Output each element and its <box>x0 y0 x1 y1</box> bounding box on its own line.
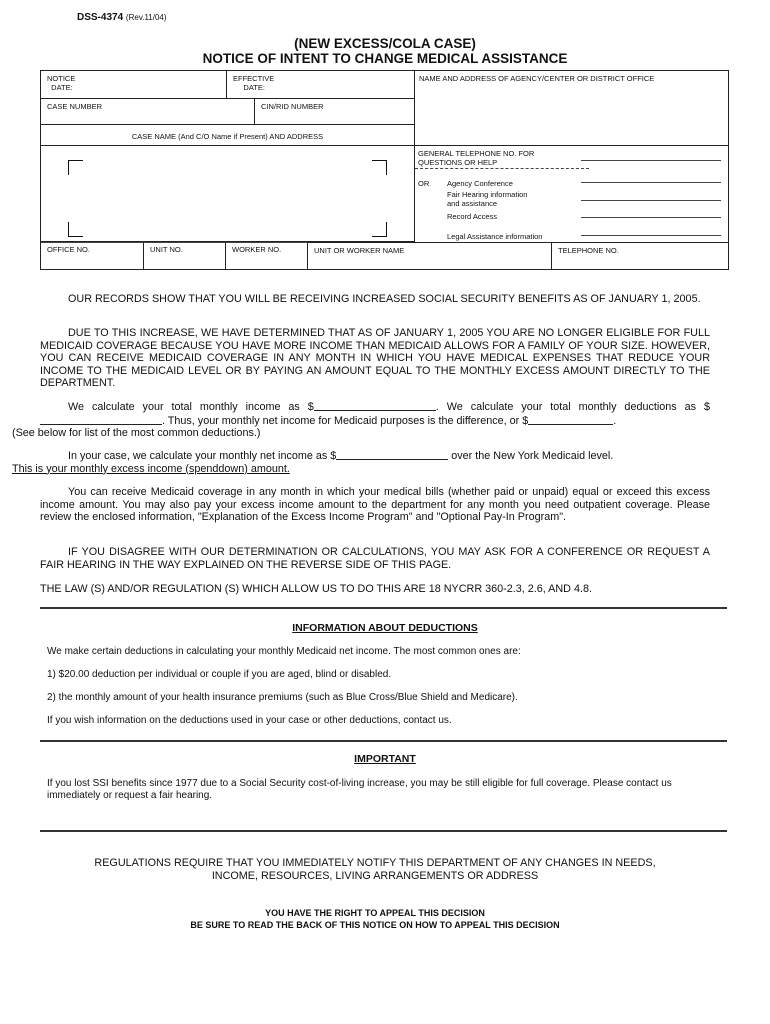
cin-rid-field[interactable]: CIN/RID NUMBER <box>255 99 415 125</box>
case-address-field[interactable] <box>41 146 415 242</box>
calc-text-5: (See below for list of the most common deductions.) <box>12 427 261 439</box>
record-access-label: Record Access <box>447 212 498 221</box>
case-number-field[interactable]: CASE NUMBER <box>41 99 255 125</box>
calc-text-3: . Thus, your monthly net income for Medicaid purposes is the difference, or $ <box>162 414 529 427</box>
divider-3 <box>40 830 727 832</box>
notice-date-field[interactable]: NOTICE DATE: <box>41 71 227 99</box>
divider-2 <box>40 740 727 742</box>
excess-text-2: over the New York Medicaid level. <box>448 450 614 462</box>
paragraph-disagree: IF YOU DISAGREE WITH OUR DETERMINATION OR CALCULATIONS, YOU MAY ASK FOR A CONFERENCE OR REQUEST A FAIR HEARING IN THE WAY EXPLAINED ON THE REVERSE SIDE OF THIS PAGE. <box>40 546 710 571</box>
paragraph-calculation <box>12 400 710 440</box>
monthly-income-blank[interactable] <box>314 400 436 411</box>
excess-text-3: This is your monthly excess income (spenddown) amount. <box>12 462 290 475</box>
effective-date-field[interactable]: EFFECTIVE DATE: <box>227 71 415 99</box>
appeal-line-2: BE SURE TO READ THE BACK OF THIS NOTICE ON HOW TO APPEAL THIS DECISION <box>190 920 560 930</box>
address-corner-top-left <box>68 160 83 175</box>
divider-1 <box>40 607 727 609</box>
net-income-blank[interactable] <box>528 414 613 425</box>
paragraph-ss-increase: OUR RECORDS SHOW THAT YOU WILL BE RECEIVING INCREASED SOCIAL SECURITY BENEFITS AS OF JANUARY 1, 2005. <box>68 293 701 305</box>
deductions-heading: INFORMATION ABOUT DEDUCTIONS <box>292 622 478 634</box>
title-line-2: NOTICE OF INTENT TO CHANGE MEDICAL ASSISTANCE <box>202 51 568 66</box>
unit-no-field[interactable]: UNIT NO. <box>144 242 226 269</box>
bottom-row-divider <box>41 241 308 243</box>
form-revision: (Rev.11/04) <box>125 13 167 22</box>
excess-amount-blank[interactable] <box>336 449 448 460</box>
regulations-line-1: REGULATIONS REQUIRE THAT YOU IMMEDIATELY NOTIFY THIS DEPARTMENT OF ANY CHANGES IN NEEDS, <box>94 857 656 869</box>
legal-assistance-blank[interactable] <box>581 234 721 236</box>
regulations-notice <box>0 857 750 883</box>
important-text: If you lost SSI benefits since 1977 due to a Social Security cost-of-living increase, you may be still eligible for full coverage. Please contact us immediately or request a fair hearing. <box>47 778 672 801</box>
paragraph-determination: DUE TO THIS INCREASE, WE HAVE DETERMINED THAT AS OF JANUARY 1, 2005 YOU ARE NO LONGER ELIGIBLE FOR FULL MEDICAID COVERAGE BECAUSE YOU HAVE MORE INCOME THAN MEDICAID ALLOWS FOR A FAMILY OF YOUR SIZE. HOWEVER, YOU CAN RECEIVE MEDICAID COVERAGE IN ANY MONTH IN WHICH YOU HAVE MEDICAL EXPENSES THAT REDUCE YOUR INCOME TO THE MEDICAID LEVEL OR BY PAYING AN AMOUNT EQUAL TO THE MONTHLY EXCESS AMOUNT DIRECTLY TO THE DEPARTMENT. <box>40 327 710 389</box>
appeal-notice <box>0 907 750 931</box>
regulations-line-2: INCOME, RESOURCES, LIVING ARRANGEMENTS OR ADDRESS <box>211 870 539 882</box>
office-no-field[interactable]: OFFICE NO. <box>41 242 144 269</box>
calc-text-4: . <box>613 414 617 427</box>
unit-worker-name-field[interactable]: UNIT OR WORKER NAME <box>308 242 552 269</box>
case-name-label: CASE NAME (And C/O Name if Present) AND ADDRESS <box>41 125 415 146</box>
paragraph-law: THE LAW (S) AND/OR REGULATION (S) WHICH ALLOW US TO DO THIS ARE 18 NYCRR 360-2.3, 2.6, AND 4.8. <box>40 583 592 595</box>
form-number <box>77 12 167 23</box>
excess-text-1: In your case, we calculate your monthly net income as $ <box>68 450 337 462</box>
telephone-no-field[interactable]: TELEPHONE NO. <box>552 242 728 269</box>
calc-text-2: . We calculate your total monthly deductions as $ <box>435 401 710 413</box>
appeal-line-1: YOU HAVE THE RIGHT TO APPEAL THIS DECISION <box>265 908 485 918</box>
paragraph-coverage: You can receive Medicaid coverage in any month in which your medical bills (whether paid or unpaid) equal or exceed this excess income amount. You may also pay your excess income amount to the department for any month you need outpatient coverage. Please review the enclosed information, "Explanation of the Excess Income Program" and "Optional Pay-In Program". <box>40 486 710 523</box>
deductions-outro: If you wish information on the deductions used in your case or other deductions, contact us. <box>47 715 452 726</box>
fair-hearing-label: Fair Hearing information and assistance <box>447 190 528 208</box>
worker-no-field[interactable]: WORKER NO. <box>226 242 308 269</box>
legal-assistance-label: Legal Assistance information <box>447 232 543 241</box>
agency-conference-blank[interactable] <box>581 181 721 183</box>
address-corner-bottom-left <box>68 222 83 237</box>
title-line-1: (NEW EXCESS/COLA CASE) <box>294 36 476 51</box>
notice-form-grid <box>40 70 729 270</box>
paragraph-excess-income <box>12 449 710 475</box>
record-access-blank[interactable] <box>581 216 721 218</box>
monthly-deductions-blank[interactable] <box>40 414 162 425</box>
phone-dashed-line <box>415 167 589 169</box>
address-corner-top-right <box>372 160 387 175</box>
general-phone-blank[interactable] <box>581 159 721 161</box>
form-number-text: DSS-4374 <box>77 12 124 23</box>
agency-conference-label: Agency Conference <box>447 179 513 188</box>
deduction-item-2: 2) the monthly amount of your health insurance premiums (such as Blue Cross/Blue Shield and Medicare). <box>47 692 518 703</box>
fair-hearing-blank[interactable] <box>581 199 721 201</box>
or-label: OR <box>418 179 430 188</box>
deduction-item-1: 1) $20.00 deduction per individual or couple if you are aged, blind or disabled. <box>47 669 392 680</box>
important-heading: IMPORTANT <box>354 753 416 765</box>
address-corner-bottom-right <box>372 222 387 237</box>
agency-address-field[interactable]: NAME AND ADDRESS OF AGENCY/CENTER OR DISTRICT OFFICE <box>415 71 728 146</box>
general-phone-label: GENERAL TELEPHONE NO. FOR QUESTIONS OR HELP <box>418 149 535 167</box>
deductions-intro: We make certain deductions in calculating your monthly Medicaid net income. The most common ones are: <box>47 646 521 657</box>
calc-text-1: We calculate your total monthly income as $ <box>68 401 314 413</box>
